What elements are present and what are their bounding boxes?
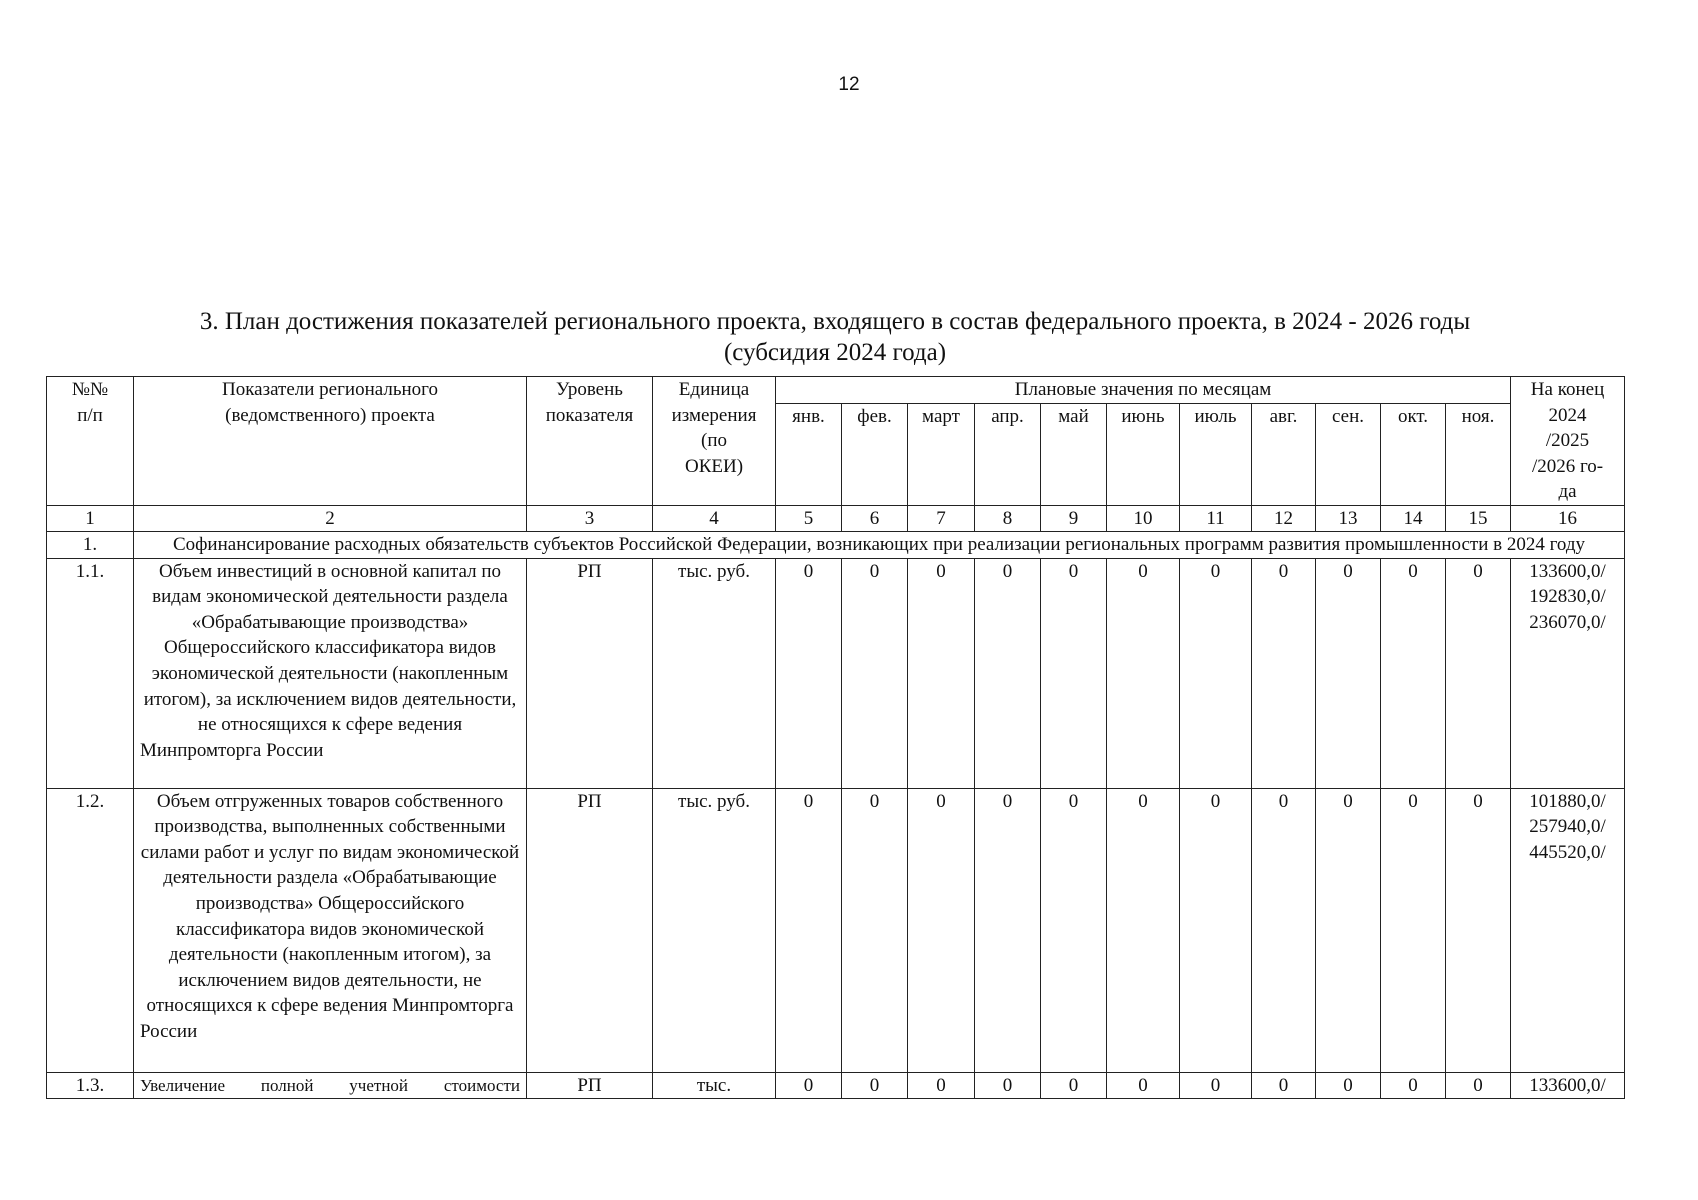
header-row-1	[47, 377, 1625, 404]
row-month-value: 0	[908, 788, 975, 1072]
header-indicators-line: (ведомственного) проекта	[225, 404, 435, 426]
column-number: 16	[1511, 505, 1625, 531]
header-end-line: 2024	[1548, 404, 1587, 426]
column-number: 4	[653, 505, 776, 531]
table-row	[47, 558, 1625, 788]
row-month-value: 0	[1446, 788, 1511, 1072]
row-month-value: 0	[1446, 1072, 1511, 1099]
header-monthly-group: Плановые значения по месяцам	[776, 377, 1511, 404]
column-number: 12	[1252, 505, 1316, 531]
header-level	[527, 377, 653, 506]
row-month-value: 0	[842, 558, 908, 788]
header-month: авг.	[1252, 403, 1316, 505]
plan-table	[46, 376, 1625, 1099]
row-final-value: 133600,0/	[1529, 1074, 1606, 1096]
row-month-value: 0	[1180, 558, 1252, 788]
row-unit: тыс. руб.	[653, 558, 776, 788]
column-number: 3	[527, 505, 653, 531]
row-final-value: 133600,0/	[1529, 560, 1606, 582]
header-month: янв.	[776, 403, 842, 505]
header-end-of-year	[1511, 377, 1625, 506]
header-unit-line: измерения	[671, 404, 757, 426]
row-final-value: 445520,0/	[1529, 841, 1606, 863]
document-title-line1: 3. План достижения показателей регионального проекта, входящего в состав федерального проекта, в 2024 - 2026 годы	[199, 308, 1471, 335]
column-number: 11	[1180, 505, 1252, 531]
header-num-line: №№	[71, 379, 109, 400]
row-indicator: Объем инвестиций в основной капитал по видам экономической деятельности раздела «Обрабатывающие производства» Общероссийского классификатора видов экономической деятельности (накопленным итогом), за исключением видов деятельности, не относящихся к сфере ведения Минпромторга России	[134, 558, 527, 788]
column-numbers-row	[47, 505, 1625, 531]
header-num-line: п/п	[77, 404, 103, 426]
header-month: сен.	[1316, 403, 1381, 505]
row-level: РП	[527, 558, 653, 788]
row-month-value: 0	[1107, 788, 1180, 1072]
row-level: РП	[527, 788, 653, 1072]
row-month-value: 0	[776, 558, 842, 788]
row-num: 1.2.	[47, 788, 134, 1072]
row-final-values	[1511, 558, 1625, 788]
column-number: 15	[1446, 505, 1511, 531]
header-end-line: да	[1558, 481, 1577, 503]
header-month: март	[908, 403, 975, 505]
column-number: 10	[1107, 505, 1180, 531]
header-num	[47, 377, 134, 506]
row-month-value: 0	[975, 558, 1041, 788]
section-title: Софинансирование расходных обязательств субъектов Российской Федерации, возникающих при реализации региональных программ развития промышленности в 2024 году	[134, 531, 1625, 558]
header-indicators	[134, 377, 527, 506]
row-month-value: 0	[908, 1072, 975, 1099]
header-month: апр.	[975, 403, 1041, 505]
section-row	[47, 531, 1625, 558]
column-number: 2	[134, 505, 527, 531]
header-level-line: Уровень	[556, 379, 623, 400]
header-end-line: На конец	[1530, 379, 1605, 400]
header-month: июль	[1180, 403, 1252, 505]
page-number: 12	[838, 74, 860, 95]
header-month: ноя.	[1446, 403, 1511, 505]
row-month-value: 0	[1180, 788, 1252, 1072]
row-month-value: 0	[975, 788, 1041, 1072]
row-month-value: 0	[1107, 558, 1180, 788]
header-month: окт.	[1381, 403, 1446, 505]
row-num: 1.1.	[47, 558, 134, 788]
row-month-value: 0	[776, 1072, 842, 1099]
row-month-value: 0	[1252, 1072, 1316, 1099]
row-month-value: 0	[1107, 1072, 1180, 1099]
column-number: 7	[908, 505, 975, 531]
row-indicator: Увеличение полной учетной стоимости	[134, 1072, 527, 1099]
row-final-value: 101880,0/	[1529, 790, 1606, 812]
row-month-value: 0	[1041, 788, 1107, 1072]
row-month-value: 0	[1381, 1072, 1446, 1099]
row-month-value: 0	[1316, 1072, 1381, 1099]
row-month-value: 0	[1381, 788, 1446, 1072]
header-unit-line: ОКЕИ)	[684, 455, 744, 477]
column-number: 14	[1381, 505, 1446, 531]
row-month-value: 0	[1446, 558, 1511, 788]
header-level-line: показателя	[545, 404, 634, 426]
document-title	[46, 306, 1624, 368]
row-indicator: Объем отгруженных товаров собственного производства, выполненных собственными силами работ и услуг по видам экономической деятельности раздела «Обрабатывающие производства» Общероссийского классификатора видов экономической деятельности (накопленным итогом), за исключением видов деятельности, не относящихся к сфере ведения Минпромторга России	[134, 788, 527, 1072]
row-month-value: 0	[1041, 1072, 1107, 1099]
row-level: РП	[527, 1072, 653, 1099]
column-number: 8	[975, 505, 1041, 531]
row-month-value: 0	[1381, 558, 1446, 788]
header-month: фев.	[842, 403, 908, 505]
row-month-value: 0	[842, 788, 908, 1072]
document-title-line2: (субсидия 2024 года)	[723, 339, 947, 366]
column-number: 5	[776, 505, 842, 531]
row-final-value: 257940,0/	[1529, 816, 1606, 838]
row-month-value: 0	[842, 1072, 908, 1099]
row-month-value: 0	[1316, 788, 1381, 1072]
row-month-value: 0	[1041, 558, 1107, 788]
header-unit	[653, 377, 776, 506]
row-month-value: 0	[975, 1072, 1041, 1099]
column-number: 9	[1041, 505, 1107, 531]
header-unit-line: Единица	[678, 379, 750, 400]
row-final-values	[1511, 1072, 1625, 1099]
column-number: 1	[47, 505, 134, 531]
table-row	[47, 788, 1625, 1072]
table-row	[47, 1072, 1625, 1099]
row-final-values	[1511, 788, 1625, 1072]
column-number: 6	[842, 505, 908, 531]
header-month: июнь	[1107, 403, 1180, 505]
row-month-value: 0	[1316, 558, 1381, 788]
header-month: май	[1041, 403, 1107, 505]
row-month-value: 0	[1252, 558, 1316, 788]
row-num: 1.3.	[47, 1072, 134, 1099]
row-month-value: 0	[1252, 788, 1316, 1072]
row-unit: тыс. руб.	[653, 788, 776, 1072]
row-unit: тыс.	[653, 1072, 776, 1099]
header-indicators-line: Показатели регионального	[222, 379, 438, 400]
column-number: 13	[1316, 505, 1381, 531]
row-month-value: 0	[908, 558, 975, 788]
row-month-value: 0	[1180, 1072, 1252, 1099]
row-final-value: 192830,0/	[1529, 586, 1606, 608]
header-unit-line: (по	[701, 430, 727, 452]
row-final-value: 236070,0/	[1529, 611, 1606, 633]
header-end-line: /2025	[1545, 430, 1590, 452]
row-month-value: 0	[776, 788, 842, 1072]
section-num: 1.	[47, 531, 134, 558]
header-end-line: /2026 го-	[1531, 455, 1604, 477]
